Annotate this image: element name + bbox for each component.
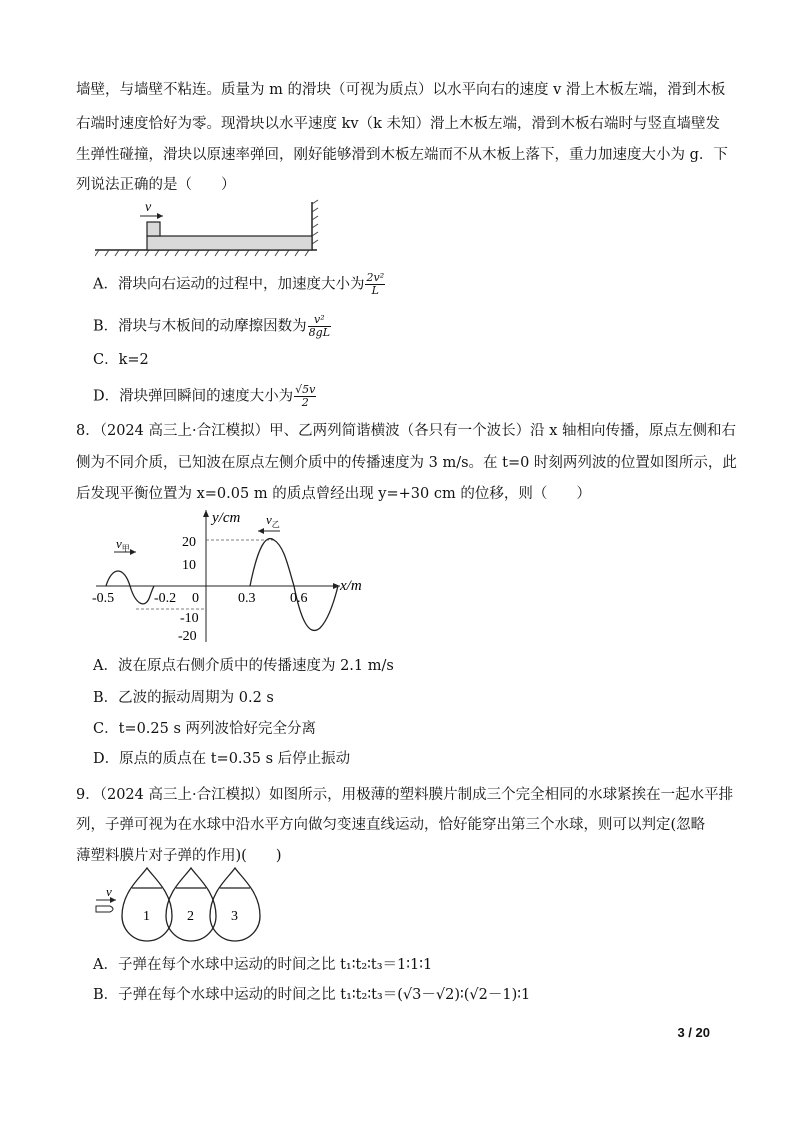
q7-board-figure (95, 198, 335, 258)
q8-option-a[interactable]: A．波在原点右侧介质中的传播速度为 2.1 m/s (93, 658, 394, 674)
ball-label: 1 (143, 909, 150, 924)
x-tick-label: -0.2 (154, 591, 177, 606)
ball-label: 3 (231, 909, 238, 924)
y-tick-label: 10 (182, 558, 196, 573)
bullet-icon (96, 906, 113, 912)
q8-text-line-2: 侧为不同介质，已知波在原点左侧介质中的传播速度为 3 m/s。在 t=0 时刻两列波的位置如图所示，此 (76, 455, 737, 471)
q7-text-line-4: 列说法正确的是（ ） (76, 177, 236, 193)
x-tick-label: -0.5 (92, 591, 115, 606)
ball-label: 2 (187, 909, 194, 924)
q7-option-a[interactable] (93, 272, 385, 297)
wooden-board (147, 236, 312, 250)
water-ball-1 (122, 868, 172, 941)
y-tick-label: 20 (182, 535, 196, 550)
x-axis-label: x/m (340, 578, 362, 594)
q9-text-line-2: 列，子弹可视为在水球中沿水平方向做匀变速直线运动，恰好能穿出第三个水球，则可以判定(忽略 (76, 817, 706, 833)
q8-text-line-3: 后发现平衡位置为 x=0.05 m 的质点曾经出现 y=+30 cm 的位移，则（ ） (76, 486, 591, 502)
q8-wave-graph (88, 506, 388, 646)
q8-option-c[interactable]: C．t=0.25 s 两列波恰好完全分离 (93, 721, 317, 737)
q7-text-line-2: 右端时速度恰好为零。现滑块以水平速度 kv（k 未知）滑上木板左端，滑到木板右端时与竖直墙壁发 (76, 116, 720, 132)
v-jia-label: $v_甲$ (116, 536, 130, 553)
page-number: 3 / 20 (677, 1025, 710, 1040)
q7-text-line-3: 生弹性碰撞，滑块以原速率弹回，刚好能够滑到木板左端而不从木板上落下，重力加速度大小为 g．下 (76, 147, 728, 163)
q7-option-b[interactable] (93, 314, 331, 339)
q8-text-line-1: 8．（2024 高三上·合江模拟）甲、乙两列简谐横波（各只有一个波长）沿 x 轴相向传播，原点左侧和右 (76, 423, 736, 439)
q7-option-b-fraction: $\frac{\text{v²}}{8gL}$ (308, 313, 331, 339)
q8-option-d[interactable]: D．原点的质点在 t=0.35 s 后停止振动 (93, 751, 351, 767)
q7-option-d-text: D．滑块弹回瞬间的速度大小为 (93, 388, 294, 405)
velocity-label: v (145, 200, 152, 215)
x-tick-label: 0.3 (238, 591, 256, 606)
q7-option-a-fraction: $\frac{\text{2v²}}{L}$ (366, 271, 385, 297)
q7-option-d-fraction: $\frac{√5v}{2}$ (295, 383, 316, 409)
y-axis-label: y/cm (212, 510, 241, 526)
water-ball-2 (166, 868, 216, 941)
q9-text-line-3: 薄塑料膜片对子弹的作用)( ) (76, 848, 282, 864)
q9-option-a[interactable]: A．子弹在每个水球中运动的时间之比 t₁∶t₂∶t₃＝1∶1∶1 (93, 957, 433, 973)
y-tick-label: -20 (178, 629, 197, 644)
q9-option-b[interactable]: B．子弹在每个水球中运动的时间之比 t₁∶t₂∶t₃＝(√3－√2)∶(√2－1)∶1 (93, 987, 531, 1003)
x-tick-label: 0 (192, 591, 199, 606)
y-tick-label: -10 (180, 611, 199, 626)
wave-yi (250, 539, 338, 631)
x-tick-label: 0.6 (290, 591, 308, 606)
slider-block (147, 222, 160, 236)
q7-option-b-text: B．滑块与木板间的动摩擦因数为 (93, 318, 307, 335)
q7-option-a-text: A．滑块向右运动的过程中，加速度大小为 (93, 276, 365, 293)
velocity-label: v (106, 884, 112, 899)
q8-option-b[interactable]: B．乙波的振动周期为 0.2 s (93, 690, 274, 706)
q7-text-line-1: 墙壁，与墙壁不粘连。质量为 m 的滑块（可视为质点）以水平向右的速度 v 滑上木板左端，滑到木板 (76, 82, 726, 98)
q9-water-balls-figure (92, 860, 282, 950)
q7-option-c[interactable]: C．k=2 (93, 352, 149, 368)
water-ball-3 (210, 868, 260, 941)
q9-text-line-1: 9．（2024 高三上·合江模拟）如图所示，用极薄的塑料膜片制成三个完全相同的水球紧挨在一起水平排 (76, 787, 734, 803)
v-yi-label: $v_乙$ (266, 512, 280, 529)
q7-option-d[interactable] (93, 384, 316, 409)
